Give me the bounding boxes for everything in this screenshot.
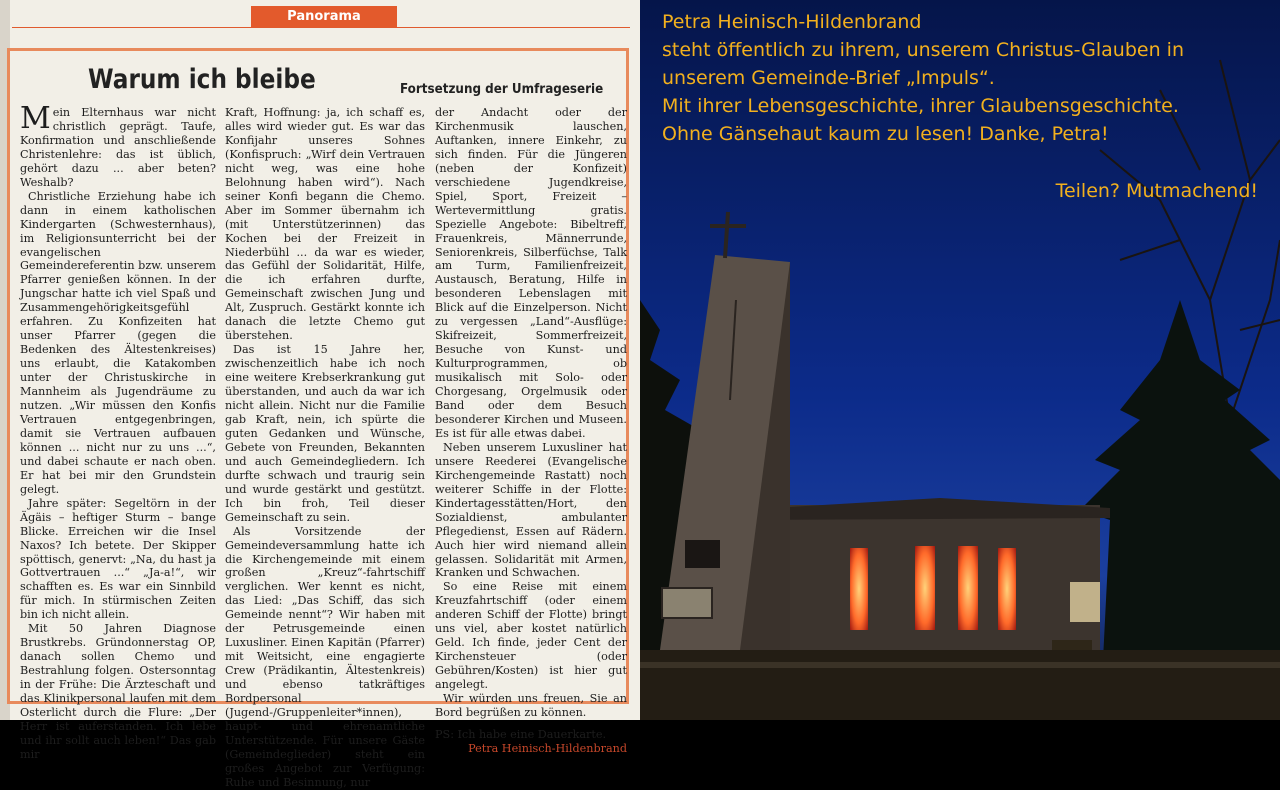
paragraph: Neben unserem Luxusliner hat unsere Reederei (Evangelische Kirchengemeinde Rastatt) noch weiterer Schiffe in der Flotte: Kindertagesstätten/Hort, den Sozialdienst, ambulanter Pflegedienst, Essen auf Rädern. Auch hier wird niemand allein gelassen. Solidarität mit Armen, Kranken und Schwachen. [435,440,627,580]
lawn [640,650,1280,720]
path [640,662,1280,668]
paragraph: Wir würden uns freuen, Sie an Bord begrüßen zu können. [435,692,627,719]
section-label: Panorama [251,6,397,27]
caption-text [662,8,1262,148]
paragraph: Kraft, Hoffnung: ja, ich schaff es, alles wird wieder gut. Es war das Konfijahr unseres Sohnes (Konfispruch: „Wirf dein Vertrauen nicht weg, was eine hohe Belohnung haben wird“). Nach seiner Konfi begann die Chemo. Aber im Sommer übernahm ich (mit Unterstützerinnen) das Kochen bei der Freizeit in Niederbühl ... da war es wieder, das Gefühl der Solidarität, Hilfe, die ich erfahren durfte, Gemeinschaft zwischen Jung und Alt, Zuspruch. Gestärkt konnte ich danach die letzte Chemo gut überstehen. [225,106,425,343]
paragraph: Jahre später: Segeltörn in der Ägäis – heftiger Sturm – bange Blicke. Erreichen wir die Insel Naxos? Ich betete. Der Skipper spöttisch, genervt: „Na, du hast ja Gottvertrauen ...“ „Ja-a!“, wir schafften es. Es war ein Sinnbild für mich. In stürmischen Zeiten bin ich nicht allein. [20,496,216,622]
paragraph: Als Vorsitzende der Gemeindeversammlung hatte ich die Kirchengemeinde mit einem großen „Kreuz“-fahrtschiff verglichen. Wer kennt es nicht, das Lied: „Das Schiff, das sich Gemeinde nennt“? Wir haben mit der Petrusgemeinde einen Luxusliner. Einen Kapitän (Pfarrer) mit Weitsicht, eine engagierte Crew (Prädikantin, Ältestenkreis) und ebenso tatkräftiges Bordpersonal (Jugend-/Gruppenleiter*innen), haupt- und ehrenamtliche Unterstützende. Für unsere Gäste (Gemeindeglieder) steht ein großes Angebot zur Verfügung: Ruhe und Besinnung, nur [225,524,425,789]
caption-line: Mit ihrer Lebensgeschichte, ihrer Glaubensgeschichte. [662,95,1179,117]
share-prompt: Teilen? Mutmachend! [1055,180,1258,202]
paragraph: der Andacht oder der Kirchenmusik lauschen, Auftanken, innere Einkehr, zu sich finden. Für die Jüngeren (neben der Konfizeit) verschiedene Jugendkreise, Spiel, Sport, Freizeit – Wertevermittlung gratis. Spezielle Angebote: Bibeltreff, Frauenkreis, Männerrunde, Seniorenkreis, Silberfüchse, Talk am Turm, Familienfreizeit, Austausch, Beratung, Hilfe in besonderen Lebenslagen mit Blick auf die Einzelperson. Nicht zu vergessen „Land“-Ausflüge: Skifreizeit, Sommerfreizeit, Besuche von Kunst- und Kulturprogrammen, ob musikalisch mit Solo- oder Chorgesang, Orgelmusik oder Band oder dem Besuch besonderer Kirchen und Museen. Es ist für alle etwas dabei. [435,106,627,440]
drop-cap: M [20,101,51,136]
article-column-1 [20,101,216,761]
caption-line: Ohne Gänsehaut kaum zu lesen! Danke, Petra! [662,123,1109,145]
paragraph: So eine Reise mit einem Kreuzfahrtschiff (oder einem anderen Schiff der Flotte) bringt uns viel, aber kostet natürlich Geld. Ich finde, jeder Cent der Kirchensteuer (oder Gebühren/Kosten) ist hier gut angelegt. [435,580,627,692]
article-column-2 [225,106,425,789]
article-headline: Warum ich bleibe [88,64,316,95]
article-subhead: Fortsetzung der Umfrageserie [400,82,604,97]
top-rule [12,27,630,28]
article-column-3 [435,106,627,755]
bench [1052,640,1092,650]
paragraph: Christliche Erziehung habe ich dann in einem katholischen Kindergarten (Schwesternhaus), im Religionsunterricht bei der evangelischen Gemeindereferentin bzw. unserem Pfarrer genießen können. In der Jungschar hatte ich viel Spaß und Zusammengehörigkeitsgefühl erfahren. Zu Konfizeiten hat unser Pfarrer (gegen die Bedenken des Ältestenkreises) uns erlaubt, die Katakomben unter der Christuskirche in Mannheim als Jugendräume zu nutzen. „Wir müssen den Konfis Vertrauen entgegenbringen, damit sie Vertrauen aufbauen können ... nicht nur zu uns ...“, und dabei schaute er nach oben. Er hat bei mir den Grundstein gelegt. [20,189,216,496]
paragraph: Mein Elternhaus war nicht christlich geprägt. Taufe, Konfirmation und anschließende Christenlehre: das ist üblich, gehört dazu ... aber beten? Weshalb? [20,101,216,189]
postscript: PS: Ich habe eine Dauerkarte. [435,727,607,741]
author-signature: Petra Heinisch-Hildenbrand [468,741,627,755]
caption-line: steht öffentlich zu ihrem, unserem Christus-Glauben in [662,39,1184,61]
paragraph: Mit 50 Jahren Diagnose Brustkrebs. Gründonnerstag OP, danach sollen Chemo und Bestrahlung folgen. Ostersonntag in der Frühe: Die Ärzteschaft und das Klinikpersonal laufen mit dem Osterlicht durch die Flure: „Der Herr ist auferstanden. Ich lebe und ihr sollt auch leben!“ Das gab mir [20,622,216,761]
caption-line: Petra Heinisch-Hildenbrand [662,11,922,33]
paragraph: Das ist 15 Jahre her, zwischenzeitlich habe ich noch eine weitere Krebserkrankung gut überstanden, und auch da war ich nicht allein. Nicht nur die Familie gab Kraft, nein, ich spürte die guten Gedanken und Wünsche, Gebete von Freunden, Bekannten und auch Gemeindegliedern. Ich durfte schwach und traurig sein und wurde gestärkt und gestützt. Ich bin froh, Teil dieser Gemeinschaft zu sein. [225,343,425,524]
caption-line: unserem Gemeinde-Brief „Impuls“. [662,67,995,89]
newspaper-clipping [0,0,640,789]
